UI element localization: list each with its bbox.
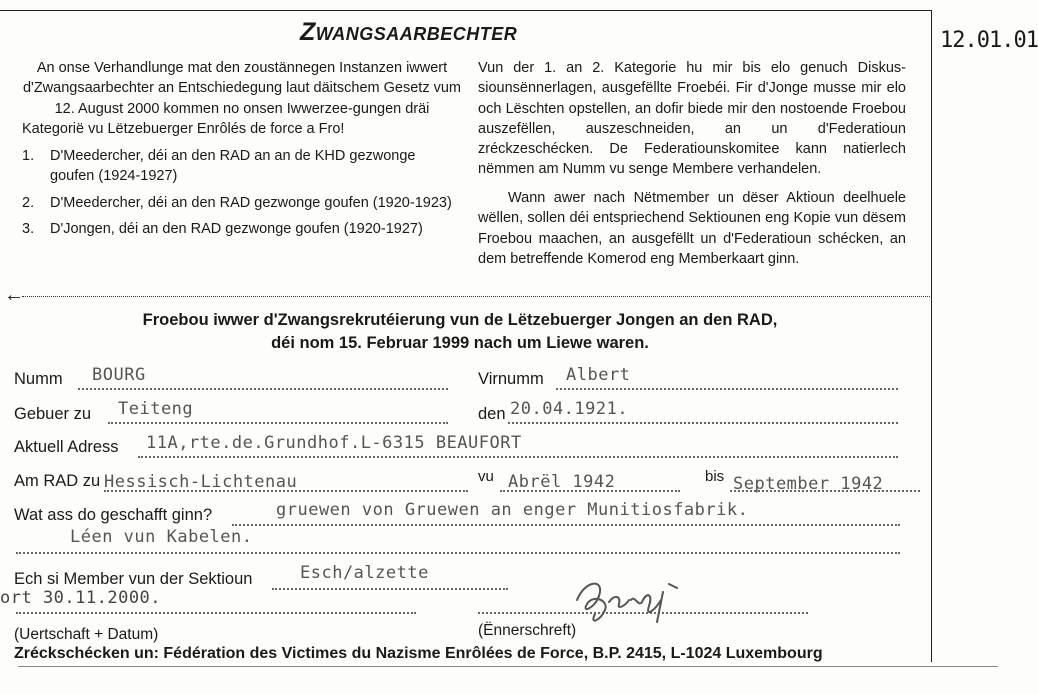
geschafft-dotted-line	[232, 524, 900, 526]
sektioun-label: Ech si Member vun der Sektioun	[14, 570, 253, 588]
cut-arrow-icon: ←	[4, 284, 24, 306]
cut-line	[22, 296, 930, 297]
form-heading-line-1: Froebou iwwer d'Zwangsrekrutéierung vun de Lëtzebuerger Jongen an den RAD,	[142, 311, 778, 329]
rad-label: Am RAD zu	[14, 472, 101, 490]
form-heading-line-2: déi nom 15. Februar 1999 nach um Liewe waren.	[271, 334, 649, 352]
adress-field[interactable]: 11A,rte.de.Grundhof.L-6315 BEAUFORT	[146, 433, 522, 453]
form-heading	[20, 309, 900, 355]
geschafft-dotted-line-2	[16, 552, 900, 554]
category-item	[22, 146, 462, 187]
gebuer-label: Gebuer zu	[14, 405, 92, 423]
item-text: D'Jongen, déi an den RAD gezwonge goufen (1920-1927)	[50, 220, 423, 237]
geschafft-field[interactable]: gruewen von Gruewen an enger Munitiosfabrik.	[276, 500, 749, 520]
page-title: Zwangsaarbechter	[300, 18, 518, 46]
den-dotted-line	[508, 422, 898, 424]
den-label: den	[478, 405, 506, 423]
numm-field[interactable]: BOURG	[92, 365, 146, 385]
category-item	[22, 219, 462, 239]
item-number: 2.	[22, 194, 35, 211]
intro-paragraph: An onse Verhandlunge mat den zoustännegen Instanzen iwwert d'Zwangsaarbechter an Entschiedegung laut däitschem Gesetz vum 12. August 2000 kommen no onsen Iwwerzee-gungen dräi Kategorië vu Lëtzebuerger Enrôlés de force a Fro!	[22, 60, 462, 137]
virnumm-field[interactable]: Albert	[566, 365, 631, 385]
right-paragraph-2: Wann awer nach Nëtmember un dëser Aktioun deelhuele wëllen, sollen déi entspriechend Sektiounen eng Kopie vun dësem Froebou maachen, an ausgefëllt un d'Federatioun schécken, an dem betreffende Komerod eng Memberkaart ginn.	[478, 190, 906, 267]
ennerschreft-label: (Ënnerschreft)	[478, 622, 577, 639]
datum-field[interactable]: ort 30.11.2000.	[0, 588, 162, 608]
adress-dotted-line	[138, 456, 898, 458]
geschafft-label: Wat ass do geschafft ginn?	[14, 506, 213, 524]
sektioun-field[interactable]: Esch/alzette	[300, 563, 429, 583]
frame-right-border	[931, 10, 932, 662]
frame-bottom-border	[18, 666, 998, 667]
gebuer-dotted-line	[108, 422, 448, 424]
vu-label: vu	[478, 468, 494, 485]
gebuer-field[interactable]: Teiteng	[118, 399, 194, 419]
virnumm-label: Virnumm	[478, 370, 544, 388]
frame-top-border	[0, 10, 932, 11]
right-paragraph-1: Vun der 1. an 2. Kategorie hu mir bis elo genuch Diskus-siounsënnerlagen, ausgefëllte Froebéi. Fir d'Jonge musse mir elo och Lëschten opstellen, an dofir biede mir den nostoende Froebou auszefëllen, auszeschneiden, an un d'Federatioun zréckzeschécken. De Federatiounskomitee kann natierlech nëmmen am Numm vu senge Membere verhandelen.	[478, 60, 906, 178]
return-address: Zréckschécken un: Fédération des Victimes du Nazisme Enrôlées de Force, B.P. 2415, L-1024 Luxembourg	[14, 645, 823, 662]
category-item	[22, 193, 462, 213]
item-text: D'Meedercher, déi an den RAD gezwonge goufen (1920-1923)	[50, 194, 452, 211]
numm-dotted-line	[78, 388, 448, 390]
virnumm-dotted-line	[556, 388, 898, 390]
den-field[interactable]: 20.04.1921.	[510, 399, 629, 419]
sektioun-dotted-line	[272, 588, 508, 590]
bis-label: bis	[705, 468, 725, 485]
geschafft-field-line-2[interactable]: Léen vun Kabelen.	[70, 527, 253, 547]
adress-label: Aktuell Adress	[14, 438, 119, 456]
datum-dotted-line	[16, 612, 416, 614]
item-number: 1.	[22, 148, 35, 164]
handwritten-date-note: 12.01.01	[940, 28, 1038, 53]
numm-label: Numm	[14, 370, 63, 388]
rad-field[interactable]: Hessisch-Lichtenau	[104, 472, 298, 492]
item-text: D'Meedercher, déi an den RAD an an de KHD gezwonge goufen (1924-1927)	[50, 148, 416, 185]
category-list	[22, 146, 462, 245]
item-number: 3.	[22, 220, 35, 237]
vu-field[interactable]: Abrël 1942	[508, 472, 616, 492]
handwritten-signature	[565, 570, 695, 630]
bis-field[interactable]: September 1942	[733, 474, 884, 494]
uertschaft-label: (Uertschaft + Datum)	[14, 626, 159, 643]
